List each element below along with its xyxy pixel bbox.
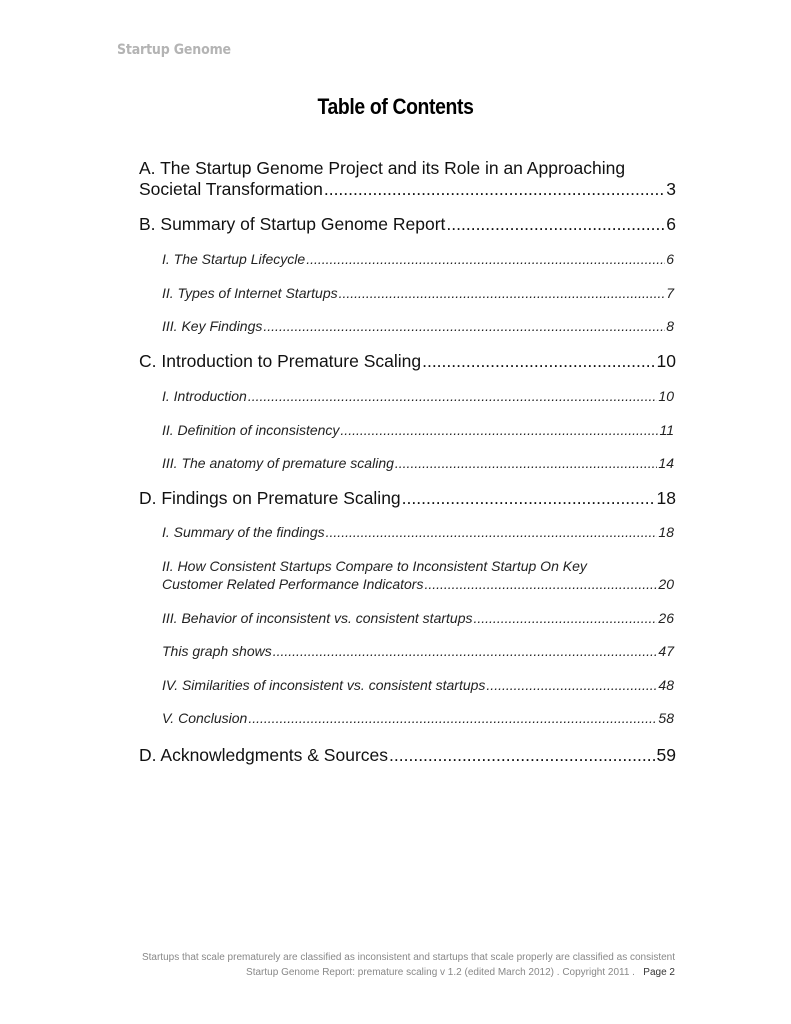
toc-entry-label: I. Summary of the findings [162, 524, 325, 540]
footer-note: Startups that scale prematurely are classified as inconsistent and startups that scale properly are classified as consistent [141, 952, 675, 963]
page-number: Page 2 [643, 967, 675, 978]
toc-entry-label: I. Introduction [162, 388, 247, 404]
toc-subentry[interactable] [162, 610, 674, 626]
toc-entry-label: This graph shows [162, 643, 272, 659]
dot-leader [422, 351, 655, 372]
toc-entry-label: I. The Startup Lifecycle [162, 251, 306, 267]
toc-page-number: 58 [658, 710, 674, 726]
toc-entry-a-line1[interactable]: A. The Startup Genome Project and its Role in an Approaching [139, 158, 626, 178]
toc-page-number: 7 [666, 285, 674, 301]
toc-page-number: 3 [666, 179, 676, 199]
toc-entry-a[interactable] [139, 179, 676, 200]
toc-page-number: 10 [658, 388, 674, 404]
toc-entry-label: D. Acknowledgments & Sources [139, 745, 389, 765]
dot-leader [340, 422, 658, 438]
dot-leader [424, 576, 657, 592]
toc-page-number: 26 [658, 610, 674, 626]
toc-subentry[interactable] [162, 422, 674, 438]
toc-subentry[interactable] [162, 388, 674, 404]
dot-leader [306, 251, 665, 267]
toc-subentry[interactable] [162, 524, 674, 540]
dot-leader [402, 488, 656, 509]
toc-page-number: 14 [658, 455, 674, 471]
toc-entry-d[interactable] [139, 488, 676, 509]
toc-entry-label: II. Definition of inconsistency [162, 422, 340, 438]
toc-subentry[interactable] [162, 677, 674, 693]
toc-page-number: 10 [656, 351, 676, 371]
dot-leader [473, 610, 657, 626]
dot-leader [263, 318, 665, 334]
toc-page-number: 8 [666, 318, 674, 334]
toc-entry-label: V. Conclusion [162, 710, 248, 726]
toc-entry-acknowledgments[interactable] [139, 745, 676, 766]
toc-entry-b[interactable] [139, 214, 676, 235]
toc-page-number: 18 [656, 488, 676, 508]
toc-subentry[interactable] [162, 643, 674, 659]
toc-page-number: 11 [659, 422, 674, 438]
toc-entry-c[interactable] [139, 351, 676, 372]
dot-leader [446, 214, 665, 235]
toc-entry-label: C. Introduction to Premature Scaling [139, 351, 422, 371]
brand-logo-text: Startup Genome [117, 42, 231, 58]
toc-subentry[interactable] [162, 455, 674, 471]
dot-leader [248, 388, 658, 404]
dot-leader [273, 643, 658, 659]
toc-entry-label: B. Summary of Startup Genome Report [139, 214, 446, 234]
dot-leader [248, 710, 657, 726]
toc-subentry[interactable] [162, 251, 674, 267]
toc-entry-label: II. Types of Internet Startups [162, 285, 338, 301]
toc-subentry[interactable] [162, 285, 674, 301]
toc-page-number: 18 [658, 524, 674, 540]
dot-leader [339, 285, 666, 301]
toc-entry-label: D. Findings on Premature Scaling [139, 488, 401, 508]
toc-subentry[interactable] [162, 710, 674, 726]
footer-copyright [246, 967, 675, 978]
toc-entry-label: IV. Similarities of inconsistent vs. consistent startups [162, 677, 486, 693]
toc-entry-label: III. Behavior of inconsistent vs. consistent startups [162, 610, 473, 626]
toc-subentry[interactable] [162, 576, 674, 592]
dot-leader [486, 677, 657, 693]
toc-entry-label: III. Key Findings [162, 318, 263, 334]
dot-leader [389, 745, 656, 766]
footer-copyright-text: Startup Genome Report: premature scaling v 1.2 (edited March 2012) . Copyright 2011 . [246, 967, 635, 978]
toc-page-number: 6 [666, 251, 674, 267]
toc-page-number: 47 [658, 643, 674, 659]
toc-entry-label: Customer Related Performance Indicators [162, 576, 424, 592]
page-title: Table of Contents [317, 94, 474, 119]
toc-page-number: 6 [666, 214, 676, 234]
toc-page-number: 48 [658, 677, 674, 693]
toc-entry-label: Societal Transformation [139, 179, 323, 199]
dot-leader [324, 179, 665, 200]
toc-entry-label: III. The anatomy of premature scaling [162, 455, 394, 471]
toc-subentry-line1[interactable]: II. How Consistent Startups Compare to Inconsistent Startup On Key [162, 558, 587, 574]
dot-leader [326, 524, 658, 540]
dot-leader [395, 455, 658, 471]
toc-subentry[interactable] [162, 318, 674, 334]
toc-page-number: 59 [656, 745, 676, 765]
toc-page-number: 20 [658, 576, 674, 592]
